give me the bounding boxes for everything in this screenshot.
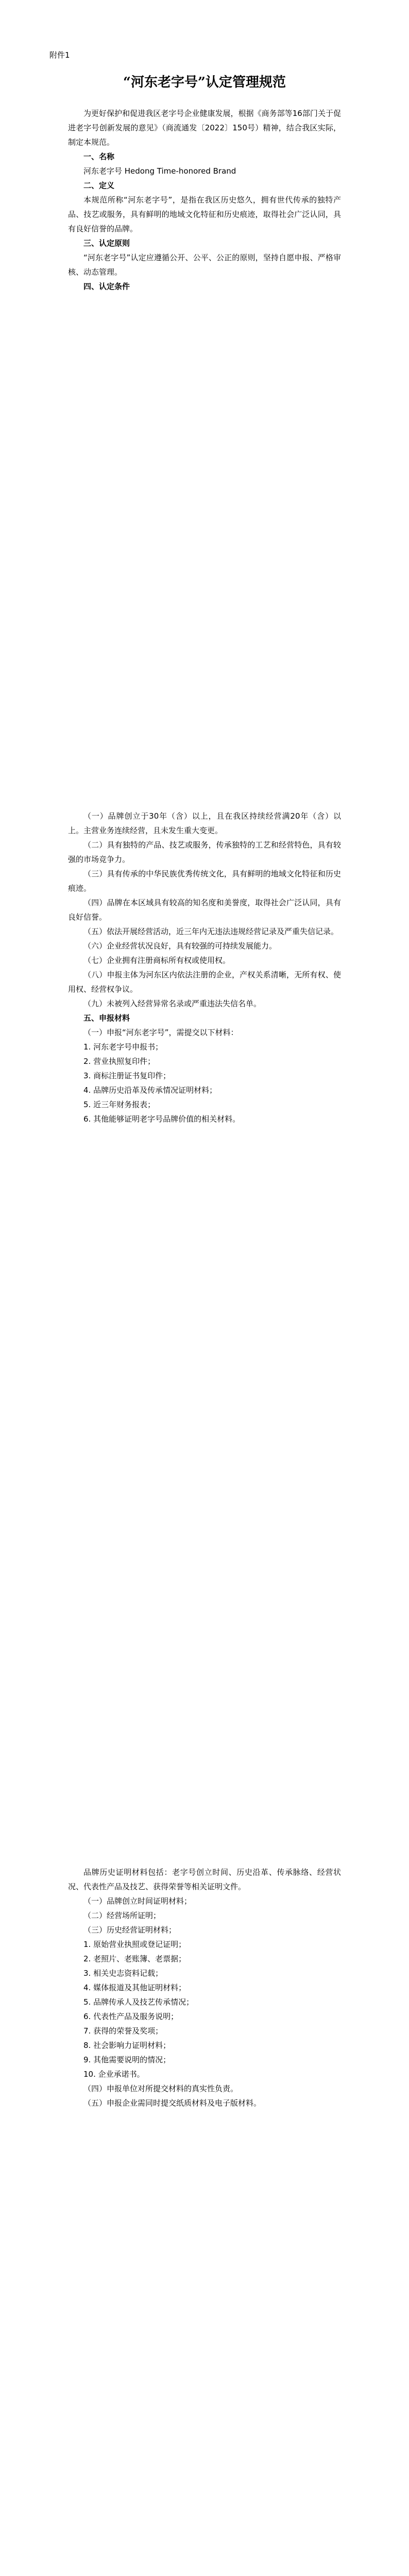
paragraph: 4. 媒体报道及其他证明材料； bbox=[83, 1983, 186, 1992]
document-title: “河东老字号”认定管理规范 bbox=[123, 75, 286, 90]
paragraph: （九）未被列入经营异常名录或严重违法失信名单。 bbox=[83, 999, 262, 1008]
page-2-paragraphs bbox=[68, 809, 341, 1126]
paragraph: 2. 老照片、老账簿、老票据； bbox=[83, 1954, 186, 1963]
paragraph: 1. 原始营业执照或登记证明； bbox=[83, 1940, 186, 1949]
page-1-paragraphs bbox=[68, 106, 341, 294]
paragraph: （三）历史经营证明材料； bbox=[83, 1925, 177, 1935]
paragraph: 9. 其他需要说明的情况； bbox=[83, 2055, 171, 2064]
paragraph: 河东老字号 Hedong Time-honored Brand bbox=[83, 166, 236, 176]
paragraph: （一）品牌创立时间证明材料； bbox=[83, 1896, 192, 1906]
paragraph: （二）具有独特的产品、技艺或服务，传承独特的工艺和经营特色，具有较强的市场竞争力。 bbox=[68, 840, 341, 864]
paragraph: 8. 社会影响力证明材料； bbox=[83, 2041, 171, 2050]
section-heading: 五、申报材料 bbox=[83, 1013, 130, 1023]
section-heading: 三、认定原则 bbox=[83, 239, 130, 248]
paragraph: 6. 代表性产品及服务说明； bbox=[83, 2012, 179, 2021]
paragraph: （八）申报主体为河东区内依法注册的企业，产权关系清晰，无所有权、使用权、经营权争议。 bbox=[68, 970, 341, 994]
paragraph: 3. 相关史志资料记载； bbox=[83, 1969, 163, 1978]
paragraph: （四）品牌在本区域具有较高的知名度和美誉度，取得社会广泛认同，具有良好信誉。 bbox=[68, 898, 341, 922]
paragraph: （六）企业经营状况良好，具有较强的可持续发展能力。 bbox=[83, 941, 277, 951]
paragraph: 1. 河东老字号申报书； bbox=[83, 1042, 163, 1052]
paragraph: 5. 品牌传承人及技艺传承情况； bbox=[83, 1997, 194, 2007]
paragraph: 7. 获得的荣誉及奖项； bbox=[83, 2026, 163, 2036]
paragraph: 本规范所称“河东老字号”，是指在我区历史悠久，拥有世代传承的独特产品、技艺或服务，具有鲜明的地域文化特征和历史痕迹，取得社会广泛认同，具有良好信誉的品牌。 bbox=[68, 195, 341, 233]
section-heading: 一、名称 bbox=[83, 152, 115, 161]
document-page-3 bbox=[0, 1819, 409, 2576]
paragraph: 2. 营业执照复印件； bbox=[83, 1057, 156, 1066]
paragraph: （一）品牌创立于30年（含）以上，且在我区持续经营满20年（含）以上。主营业务连续经营，且未发生重大变更。 bbox=[68, 811, 341, 835]
page-3-paragraphs bbox=[68, 1865, 341, 2110]
paragraph: （七）企业拥有注册商标所有权或使用权。 bbox=[83, 956, 231, 965]
paragraph: 品牌历史证明材料包括：老字号创立时间、历史沿革、传承脉络、经营状况、代表性产品及技艺、获得荣誉等相关证明文件。 bbox=[68, 1868, 341, 1891]
page-1-body bbox=[68, 72, 341, 294]
paragraph: “河东老字号”认定应遵循公开、公平、公正的原则，坚持自愿申报、严格审核、动态管理。 bbox=[68, 253, 341, 277]
paragraph: 为更好保护和促进我区老字号企业健康发展，根据《商务部等16部门关于促进老字号创新发展的意见》（商流通发〔2022〕150号）精神，结合我区实际，制定本规范。 bbox=[68, 109, 341, 147]
paragraph: （三）具有传承的中华民族优秀传统文化，具有鲜明的地域文化特征和历史痕迹。 bbox=[68, 869, 341, 893]
document-page-1 bbox=[0, 0, 409, 762]
paragraph: 6. 其他能够证明老字号品牌价值的相关材料。 bbox=[83, 1114, 241, 1124]
section-heading: 二、定义 bbox=[83, 181, 115, 190]
paragraph: 4. 品牌历史沿革及传承情况证明材料； bbox=[83, 1086, 217, 1095]
paragraph: （二）经营场所证明； bbox=[83, 1911, 161, 1920]
paragraph: 3. 商标注册证书复印件； bbox=[83, 1071, 171, 1080]
section-heading: 四、认定条件 bbox=[83, 282, 130, 291]
paragraph: 5. 近三年财务报表； bbox=[83, 1100, 156, 1109]
paragraph: （四）申报单位对所提交材料的真实性负责。 bbox=[83, 2084, 238, 2093]
attachment-label: 附件1 bbox=[49, 50, 70, 60]
document-page-2 bbox=[0, 762, 409, 1819]
paragraph: 10. 企业承诺书。 bbox=[83, 2070, 145, 2079]
paragraph: （五）申报企业需同时提交纸质材料及电子版材料。 bbox=[83, 2098, 262, 2108]
paragraph: （一）申报“河东老字号”，需提交以下材料： bbox=[83, 1028, 238, 1037]
paragraph: （五）依法开展经营活动，近三年内无违法违规经营记录及严重失信记录。 bbox=[83, 927, 339, 936]
